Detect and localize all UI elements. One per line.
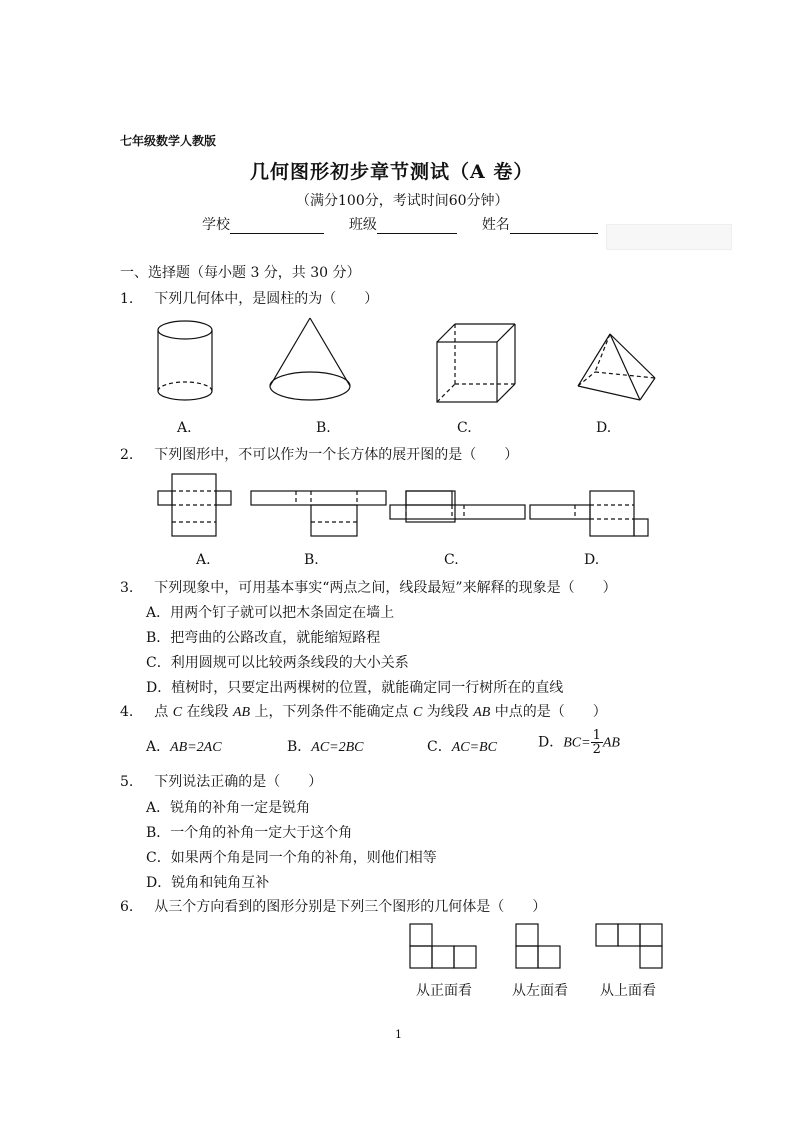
q3-option-d[interactable]: D．植树时，只要定出两棵树的位置，就能确定同一行树所在的直线 [146, 680, 564, 696]
question-stem: 下列几何体中，是圆柱的为（ ） [154, 291, 379, 307]
section-heading: 一、选择题（每小题 3 分，共 30 分） [120, 265, 361, 281]
class-blank[interactable] [377, 219, 457, 234]
pyramid-figure [578, 334, 655, 400]
view-label-left: 从左面看 [512, 983, 568, 999]
q4-option-c[interactable]: C．AC=BC [427, 739, 497, 755]
q2-label-c: C. [444, 552, 459, 568]
question-number: 2. [120, 447, 134, 463]
question-number: 5. [120, 774, 134, 790]
q5-option-a[interactable]: A．锐角的补角一定是锐角 [146, 800, 311, 816]
q5-option-d[interactable]: D．锐角和钝角互补 [146, 875, 270, 891]
net-d-figure [530, 491, 648, 536]
school-label: 学校 [202, 217, 230, 233]
net-a-figure [158, 474, 231, 536]
question-stem: 从三个方向看到的图形分别是下列三个图形的几何体是（ ） [154, 899, 547, 915]
q1-label-a: A. [177, 420, 192, 436]
q2-label-b: B. [304, 552, 319, 568]
left-view-figure [516, 924, 560, 968]
top-view-figure [596, 924, 662, 968]
q1-label-c: C. [457, 420, 472, 436]
q5-option-c[interactable]: C．如果两个角是同一个角的补角，则他们相等 [146, 850, 437, 866]
cylinder-figure [158, 321, 212, 400]
fraction: $\frac{1}{2}$ [592, 728, 601, 757]
front-view-figure [410, 924, 476, 968]
view-label-top: 从上面看 [600, 983, 656, 999]
question-2 [120, 444, 518, 464]
q1-figures [150, 318, 670, 418]
net-c-figure [390, 491, 525, 522]
question-5 [120, 771, 322, 791]
name-blank[interactable] [510, 219, 598, 234]
school-blank[interactable] [230, 219, 324, 234]
question-stem: 下列现象中，可用基本事实“两点之间，线段最短”来解释的现象是（ ） [154, 580, 617, 596]
q4-option-d[interactable]: D．BC= $\frac{1}{2}$ AB [538, 728, 620, 757]
question-4: 4. 点 C 在线段 AB 上，下列条件不能确定点 C 为线段 AB 中点的是（ ） [120, 704, 607, 720]
question-1 [120, 288, 378, 308]
q2-label-a: A. [196, 552, 211, 568]
question-stem: 下列图形中，不可以作为一个长方体的展开图的是（ ） [154, 447, 519, 463]
class-label: 班级 [348, 217, 377, 233]
q2-nets [150, 474, 660, 544]
q4-option-b[interactable]: B．AC=2BC [287, 739, 364, 755]
q5-option-b[interactable]: B．一个角的补角一定大于这个角 [146, 825, 353, 841]
grade-label: 七年级数学人教版 [120, 134, 217, 148]
q1-label-b: B. [316, 420, 331, 436]
question-6 [120, 896, 546, 916]
question-number: 1. [120, 291, 134, 307]
view-label-front: 从正面看 [416, 983, 472, 999]
cube-figure [437, 324, 515, 402]
q1-label-d: D. [596, 420, 612, 436]
page-subtitle: （满分100分，考试时间60分钟） [296, 193, 509, 209]
question-number: 6. [120, 899, 134, 915]
q2-label-d: D. [584, 552, 600, 568]
q3-option-b[interactable]: B．把弯曲的公路改直，就能缩短路程 [146, 630, 381, 646]
question-3 [120, 577, 617, 597]
question-number: 4. [120, 704, 134, 720]
name-label: 姓名 [481, 217, 510, 233]
page-title: 几何图形初步章节测试（A 卷） [250, 161, 534, 183]
question-number: 3. [120, 580, 134, 596]
page-number: 1 [395, 1028, 402, 1041]
q3-option-c[interactable]: C．利用圆规可以比较两条线段的大小关系 [146, 655, 409, 671]
net-b-figure [251, 491, 386, 536]
q3-option-a[interactable]: A．用两个钉子就可以把木条固定在墙上 [146, 605, 395, 621]
blank-box [606, 224, 732, 250]
cone-figure [270, 318, 350, 400]
q6-views [408, 922, 668, 972]
q4-option-a[interactable]: A．AB=2AC [146, 739, 222, 755]
question-stem: 下列说法正确的是（ ） [154, 774, 323, 790]
student-info-fields [202, 214, 598, 234]
